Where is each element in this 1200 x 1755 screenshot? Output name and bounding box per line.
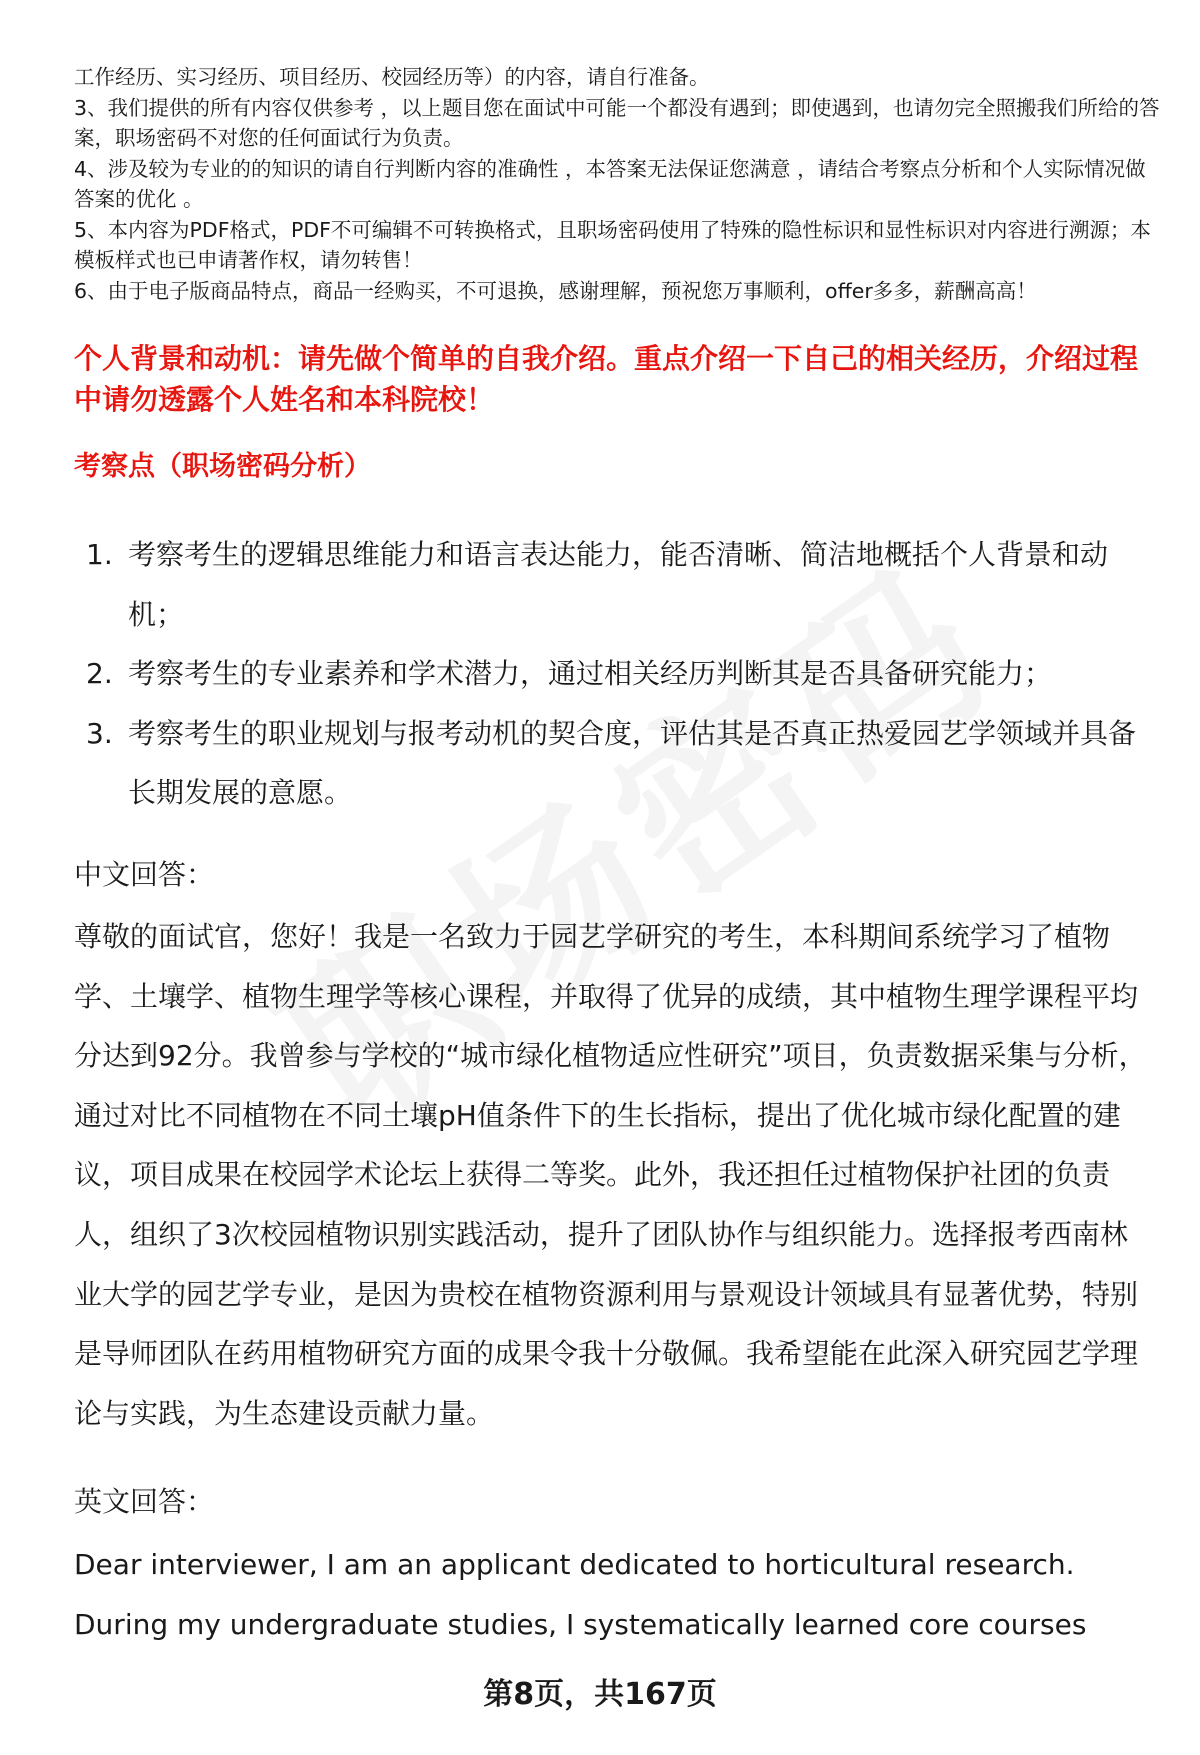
chinese-answer-label: 中文回答： <box>74 858 215 891</box>
assessment-point <box>74 704 1154 823</box>
assessment-points-title: 考察点（职场密码分析） <box>74 451 371 482</box>
english-answer-text <box>74 1535 1164 1654</box>
chinese-answer-text: 尊敬的面试官，您好！我是一名致力于园艺学研究的考生，本科期间系统学习了植物学、土壤学、植物生理学等核心课程，并取得了优异的成绩，其中植物生理学课程平均分达到92分。我曾参与学校的“城市绿化植物适应性研究”项目，负责数据采集与分析，通过对比不同植物在不同土壤pH值条件下的生长指标，提出了优化城市绿化配置的建议，项目成果在校园学术论坛上获得二等奖。此外，我还担任过植物保护社团的负责人，组织了3次校园植物识别实践活动，提升了团队协作与组织能力。选择报考西南林业大学的园艺学专业，是因为贵校在植物资源利用与景观设计领域具有显著优势，特别是导师团队在药用植物研究方面的成果令我十分敬佩。我希望能在此深入研究园艺学理论与实践，为生态建设贡献力量。 <box>74 920 1147 1430</box>
point-number: 3. <box>86 716 113 750</box>
english-answer-line: Dear interviewer, I am an applicant dedicated to horticultural research. <box>74 1548 1075 1581</box>
notice-item: 3、我们提供的所有内容仅供参考 ，以上题目您在面试中可能一个都没有遇到；即使遇到，也请勿完全照搬我们所给的答案，职场密码不对您的任何面试行为负责。 <box>74 95 1160 150</box>
assessment-point <box>74 525 1154 644</box>
point-number: 2. <box>86 657 113 690</box>
notice-list <box>74 62 1164 306</box>
assessment-point <box>74 644 1154 704</box>
notice-item: 工作经历、实习经历、项目经历、校园经历等）的内容，请自行准备。 <box>74 65 710 89</box>
notice-item: 6、由于电子版商品特点，商品一经购买，不可退换，感谢理解，预祝您万事顺利，offer多多，薪酬高高！ <box>74 278 1037 303</box>
notice-item: 4、涉及较为专业的的知识的请自行判断内容的准确性 ，本答案无法保证您满意 ，请结合考察点分析和个人实际情况做答案的优化 。 <box>74 156 1146 211</box>
interview-question: 个人背景和动机：请先做个简单的自我介绍。重点介绍一下自己的相关经历，介绍过程中请勿透露个人姓名和本科院校！ <box>74 342 1139 416</box>
notice-item: 5、本内容为PDF格式，PDF不可编辑不可转换格式，且职场密码使用了特殊的隐性标识和显性标识对内容进行溯源；本模板样式也已申请著作权，请勿转售！ <box>74 217 1151 272</box>
point-text: 考察考生的逻辑思维能力和语言表达能力，能否清晰、简洁地概括个人背景和动机； <box>128 538 1109 631</box>
english-answer-line: During my undergraduate studies, I systematically learned core courses <box>74 1607 1087 1641</box>
page-number: 第8页，共167页 <box>483 1677 717 1712</box>
point-number: 1. <box>86 538 113 571</box>
point-text: 考察考生的职业规划与报考动机的契合度，评估其是否真正热爱园艺学领域并具备长期发展的意愿。 <box>128 716 1137 809</box>
english-answer-label: 英文回答： <box>74 1485 215 1518</box>
assessment-points-list <box>74 525 1154 823</box>
point-text: 考察考生的专业素养和学术潜力，通过相关经历判断其是否具备研究能力； <box>128 657 1053 690</box>
